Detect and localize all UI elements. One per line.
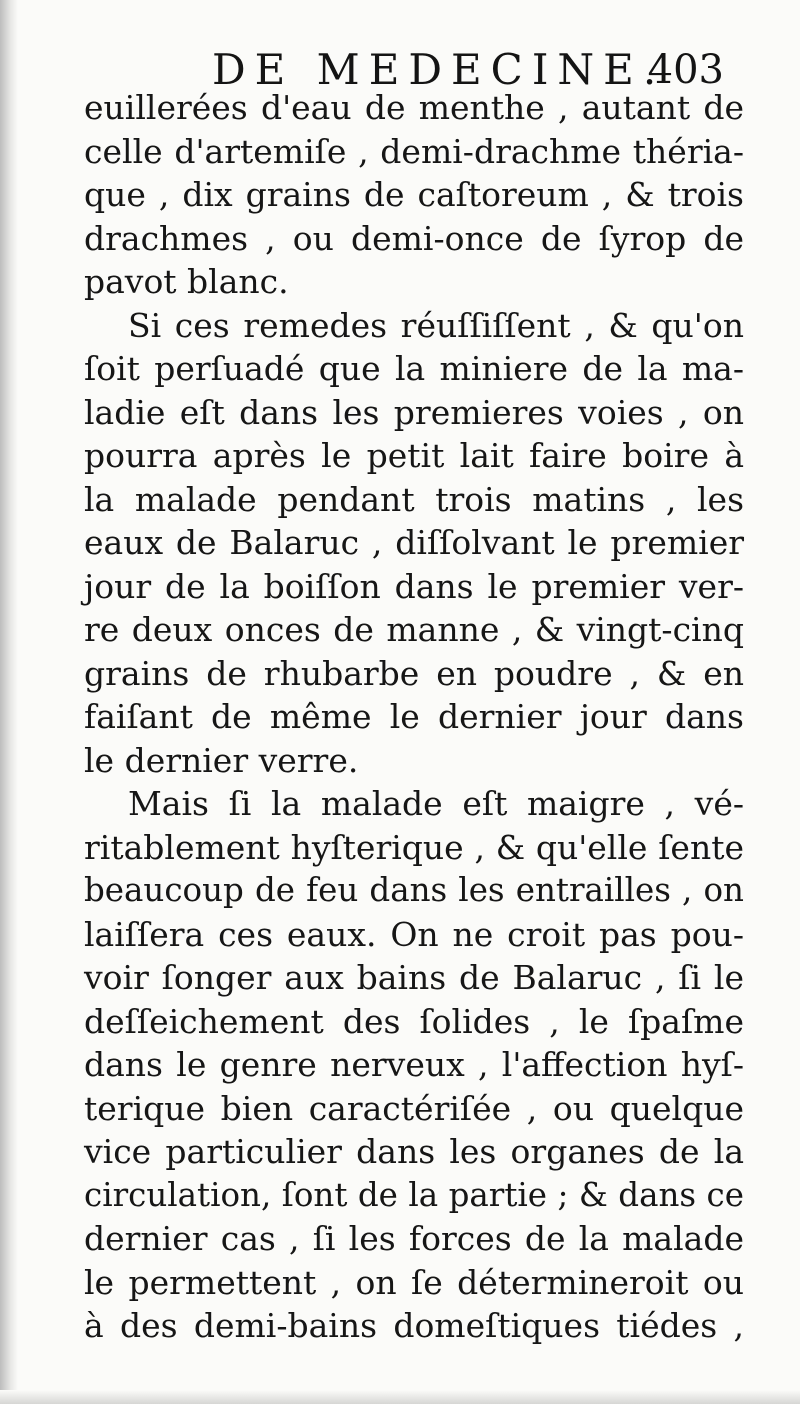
text-line: la malade pendant trois matins , les [84, 479, 744, 519]
text-line: Si ces remedes réuſſiſſent , & qu'on [128, 305, 744, 345]
text-line: ſoit perſuadé que la miniere de la ma- [84, 349, 744, 388]
text-line: à des demi-bains domeſtiques tiédes , [84, 1306, 744, 1345]
text-line: ladie eſt dans les premieres voies , on [84, 392, 744, 432]
text-line: ritablement hyſterique , & qu'elle ſente [84, 827, 744, 867]
text-line: re deux onces de manne , & vingt-cinq [84, 610, 744, 649]
text-line: terique bien caractériſée , ou quelque [84, 1088, 744, 1128]
text-line: le permettent , on ſe détermineroit ou [84, 1262, 744, 1302]
text-line: dernier cas , ſi les forces de la malade [84, 1219, 744, 1258]
running-head-title: DE MEDECINE. [212, 45, 666, 94]
page-number: 403 [647, 47, 724, 93]
text-line: circulation, ſont de la partie ; & dans ce [84, 1175, 744, 1214]
text-line: faiſant de même le dernier jour dans [84, 697, 744, 736]
text-line: dans le genre nerveux , l'affection hyſ- [84, 1045, 744, 1084]
text-line: eaux de Balaruc , diſſolvant le premier [84, 523, 744, 562]
text-line: le dernier verre. [84, 740, 359, 780]
body-text [84, 86, 744, 1348]
text-line: vice particulier dans les organes de la [84, 1132, 744, 1171]
text-line: beaucoup de feu dans les entrailles , on [84, 871, 744, 909]
text-line: pourra après le petit lait faire boire à [84, 436, 744, 475]
text-line: pavot blanc. [84, 262, 289, 301]
page-gutter-shadow [0, 0, 18, 1404]
text-line: grains de rhubarbe en poudre , & en [84, 653, 744, 693]
text-line: laiſſera ces eaux. On ne croit pas pou- [84, 914, 744, 954]
text-line: euillerées d'eau de menthe , autant de [84, 88, 744, 127]
text-line: que , dix grains de caſtoreum , & trois [84, 175, 744, 214]
text-line: voir ſonger aux bains de Balaruc , ſi le [84, 958, 744, 997]
text-line: celle d'artemiſe , demi-drachme théria- [84, 131, 744, 171]
text-line: jour de la boiſſon dans le premier ver- [84, 566, 744, 606]
text-line: deſſeichement des ſolides , le ſpaſme [84, 1001, 744, 1041]
page-bottom-shadow [0, 1390, 800, 1404]
text-line: drachmes , ou demi-once de ſyrop de [84, 218, 744, 258]
text-line: Mais ſi la malade eſt maigre , vé- [128, 784, 744, 823]
